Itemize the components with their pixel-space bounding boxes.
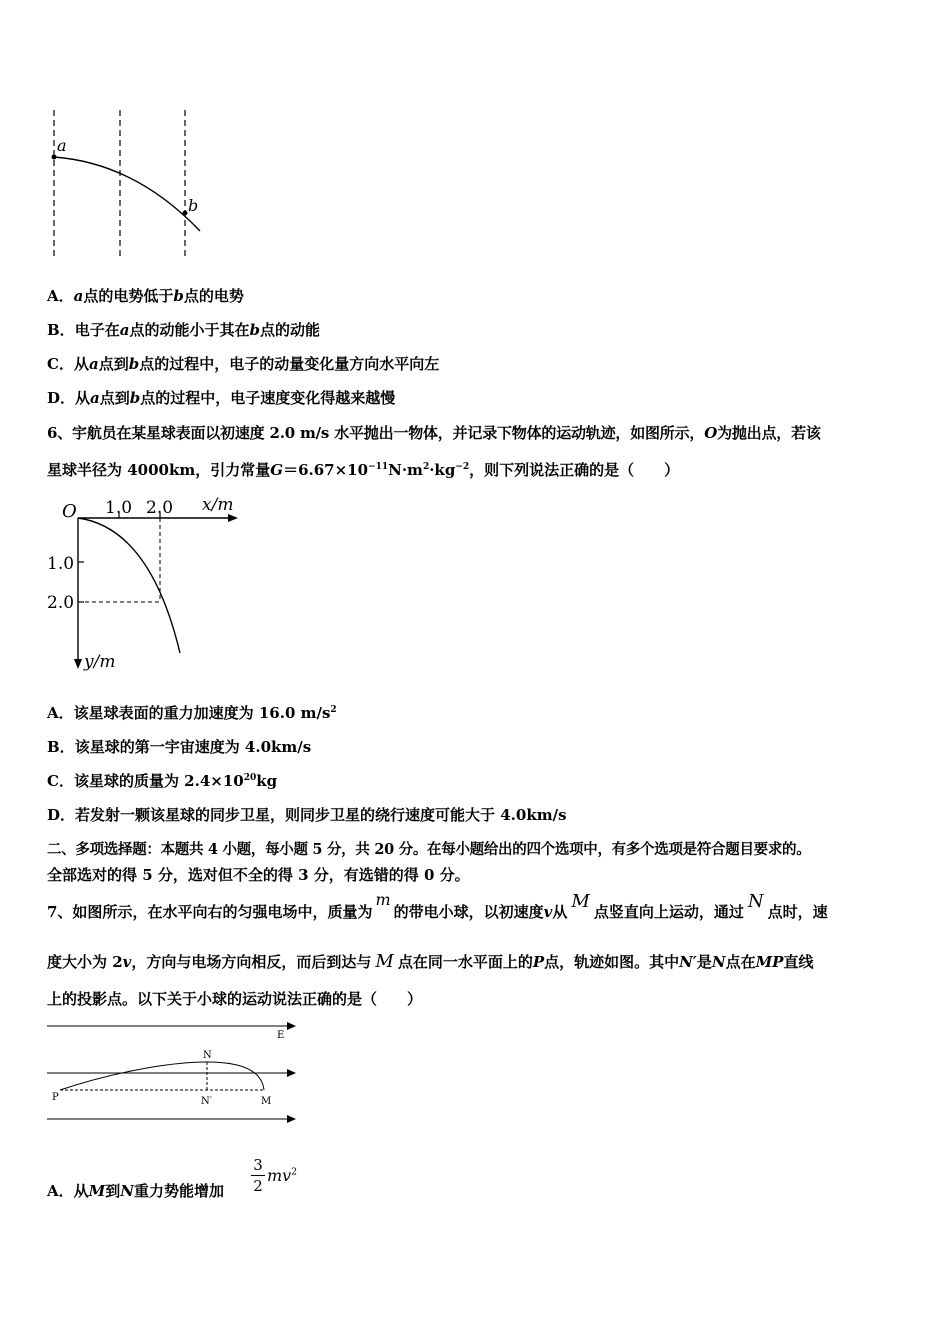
q6-option-c: C．该星球的质量为 $2.4\times 10^{20}kg$ [47,772,278,790]
q6-stem-line2: 星球半径为 4000km，引力常量$G=6.67\times 10^{-11}N\cdot m^2\cdot kg^{-2}$，则下列说法正确的是（ ） [47,461,680,479]
origin-label: O [62,501,77,522]
q5-option-d: D．从a点到b点的过程中，电子速度变化得越来越慢 [47,389,396,407]
field-arrow-middle [287,1069,296,1077]
point-a [52,155,57,160]
field-arrow-bottom [287,1115,296,1123]
field-arrow-top [287,1022,296,1030]
q7-stem-line1: 7、如图所示，在水平向右的匀强电场中，质量为m的带电小球，以初速度v从 M 点竖直向上运动，通过 N 点时，速 [47,890,828,921]
label-a: a [57,136,67,155]
q6-option-b: B．该星球的第一宇宙速度为 4.0km/s [47,738,312,756]
q7-stem-line3: 上的投影点。以下关于小球的运动说法正确的是（ ） [47,990,423,1008]
electric-field-figure [42,1016,302,1131]
section2-line2: 全部选对的得 5 分，选对但不全的得 3 分，有选错的得 0 分。 [47,866,470,884]
label-E: E [277,1030,285,1041]
fraction-3-over-2: 3 2 [251,1156,265,1195]
q5-option-c: C．从a点到b点的过程中，电子的动量变化量方向水平向左 [47,355,440,373]
q6-option-a: A．该星球表面的重力加速度为 16.0 $m/s^2$ [47,704,337,722]
q7-option-a: A．从M到N重力势能增加 [47,1182,225,1200]
q7-stem-line2: 度大小为 2v，方向与电场方向相反，而后到达与 M 点在同一水平面上的P点，轨迹如图。其中N′是N点在MP直线 [47,951,814,972]
y-axis-label: y/m [84,652,116,672]
label-M: M [261,1096,272,1107]
trajectory-curve [54,157,200,231]
q5-option-b: B．电子在a点的动能小于其在b点的动能 [47,321,320,339]
label-N: N [203,1050,212,1061]
x-tick-1-label: 1.0 [105,498,133,518]
x-tick-2-label: 2.0 [146,498,174,518]
x-axis-label: x/m [202,495,234,515]
y-tick-2-label: 2.0 [47,593,75,613]
label-Nprime: N′ [201,1096,213,1107]
x-axis-arrow [228,514,238,522]
mv-squared: $mv^2$ [267,1166,297,1185]
parabola-curve [78,518,180,653]
y-tick-1-label: 1.0 [47,554,75,574]
projectile-figure [40,493,250,678]
field-lines-figure [40,105,220,265]
ball-trajectory [60,1062,264,1090]
q6-stem-line1: 6、宇航员在某星球表面以初速度 2.0 m/s 水平抛出一物体，并记录下物体的运动轨迹，如图所示，O为抛出点，若该 [47,424,821,442]
q6-option-d: D．若发射一颗该星球的同步卫星，则同步卫星的绕行速度可能大于 4.0km/s [47,806,567,824]
q5-option-a: A．a点的电势低于b点的电势 [47,287,244,305]
y-axis-arrow [74,659,82,669]
label-P: P [52,1092,59,1103]
section2-line1: 二、多项选择题：本题共 4 小题，每小题 5 分，共 20 分。在每小题给出的四个选项中，有多个选项是符合题目要求的。 [47,841,811,858]
point-b [183,211,188,216]
label-b: b [188,196,199,215]
